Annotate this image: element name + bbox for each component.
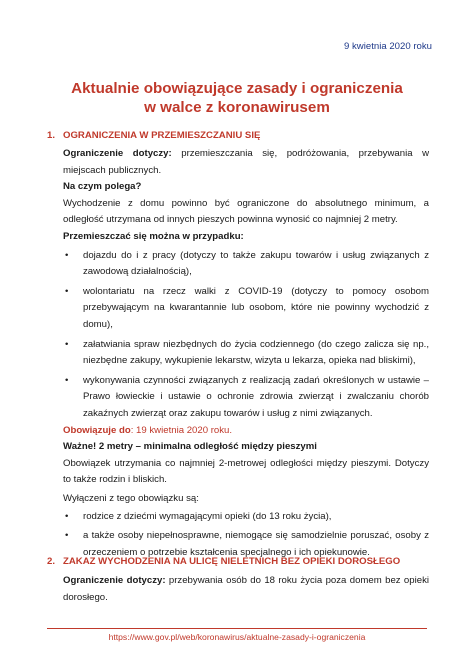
section-2-heading <box>47 556 400 567</box>
important-text: Obowiązek utrzymania co najmniej 2-metrowej odległości między pieszymi. Dotyczy to także rodzin i bliskich. <box>63 457 429 486</box>
footer-divider <box>47 628 427 629</box>
list-item-text: wykonywania czynności związanych z realizacją zadań określonych w ustawie – Prawo łowieckie i ustawie o ochronie zdrowia zwierząt i zwalczaniu chorób zakaźnych zwierząt oraz zakupu towarów i usług z nimi związanych. <box>83 374 429 419</box>
answer-text: Wychodzenie z domu powinno być ograniczone do absolutnego minimum, a odległość utrzymana od innych pieszych powinna wynosić co najmniej 2 metry. <box>63 197 429 226</box>
valid-until <box>63 423 429 440</box>
bullet-icon: • <box>65 530 69 542</box>
list-item-text: wolontariatu na rzecz walki z COVID-19 (dotyczy to pomocy osobom przebywającym na kwarantannie lub osobom, które nie powinny wychodzić z domu), <box>83 285 429 330</box>
section-1-heading <box>47 130 260 141</box>
restriction-text: przebywania osób do 18 roku życia poza domem bez opieki dorosłego. <box>63 575 430 603</box>
exclusions-list <box>63 509 429 561</box>
allowed-list <box>63 248 429 423</box>
restriction-label: Ograniczenie dotyczy: <box>63 575 166 586</box>
document-date: 9 kwietnia 2020 roku <box>344 41 432 52</box>
bullet-icon: • <box>65 374 69 386</box>
restriction-text: przemieszczania się, podróżowania, przebywania w miejscach publicznych. <box>63 148 430 176</box>
list-item-text: dojazdu do i z pracy (dotyczy to także zakupu towarów i usług związanych z zawodową działalnością), <box>83 249 429 278</box>
restriction-paragraph <box>63 573 429 606</box>
question-heading: Na czym polega? <box>63 181 142 193</box>
document-title <box>0 79 474 117</box>
title-line-2: w walce z koronawirusem <box>144 99 330 116</box>
section-2-number: 2. <box>47 556 56 567</box>
list-item <box>63 509 429 526</box>
list-item-text: załatwiania spraw niezbędnych do życia codziennego (do czego zalicza się np., niezbędne zakupy, wykupienie lekarstw, wizyta u lekarza, opieka nad bliskimi), <box>83 338 429 367</box>
list-item-text: a także osoby niepełnosprawne, niemogące się samodzielnie poruszać, osoby z orzeczeniem o potrzebie kształcenia specjalnego i ich opiekunowie. <box>83 530 429 558</box>
list-item-text: rodzice z dziećmi wymagającymi opieki (do 13 roku życia), <box>83 511 332 523</box>
allowed-heading: Przemieszczać się można w przypadku: <box>63 230 244 242</box>
list-item <box>63 248 429 281</box>
section-1-number: 1. <box>47 130 56 141</box>
list-item <box>63 284 429 334</box>
restriction-label: Ograniczenie dotyczy: <box>63 148 172 159</box>
list-item <box>63 373 429 423</box>
list-item <box>63 337 429 370</box>
bullet-icon: • <box>65 511 69 523</box>
important-heading: Ważne! 2 metry – minimalna odległość między pieszymi <box>63 441 317 453</box>
section-1-body <box>63 146 429 561</box>
section-1-title: OGRANICZENIA W PRZEMIESZCZANIU SIĘ <box>63 130 261 141</box>
exclusions-intro: Wyłączeni z tego obowiązku są: <box>63 492 199 504</box>
valid-label: Obowiązuje do <box>63 424 131 436</box>
bullet-icon: • <box>65 285 69 297</box>
bullet-icon: • <box>65 338 69 350</box>
restriction-paragraph <box>63 146 429 179</box>
section-2-title: ZAKAZ WYCHODZENIA NA ULICĘ NIELETNICH BEZ OPIEKI DOROSŁEGO <box>63 556 401 567</box>
title-line-1: Aktualnie obowiązujące zasady i ograniczenia <box>71 80 403 97</box>
footer-link[interactable]: https://www.gov.pl/web/koronawirus/aktualne-zasady-i-ograniczenia <box>108 632 366 642</box>
section-2-body <box>63 573 429 606</box>
bullet-icon: • <box>65 249 69 261</box>
valid-value: : 19 kwietnia 2020 roku. <box>130 424 233 436</box>
